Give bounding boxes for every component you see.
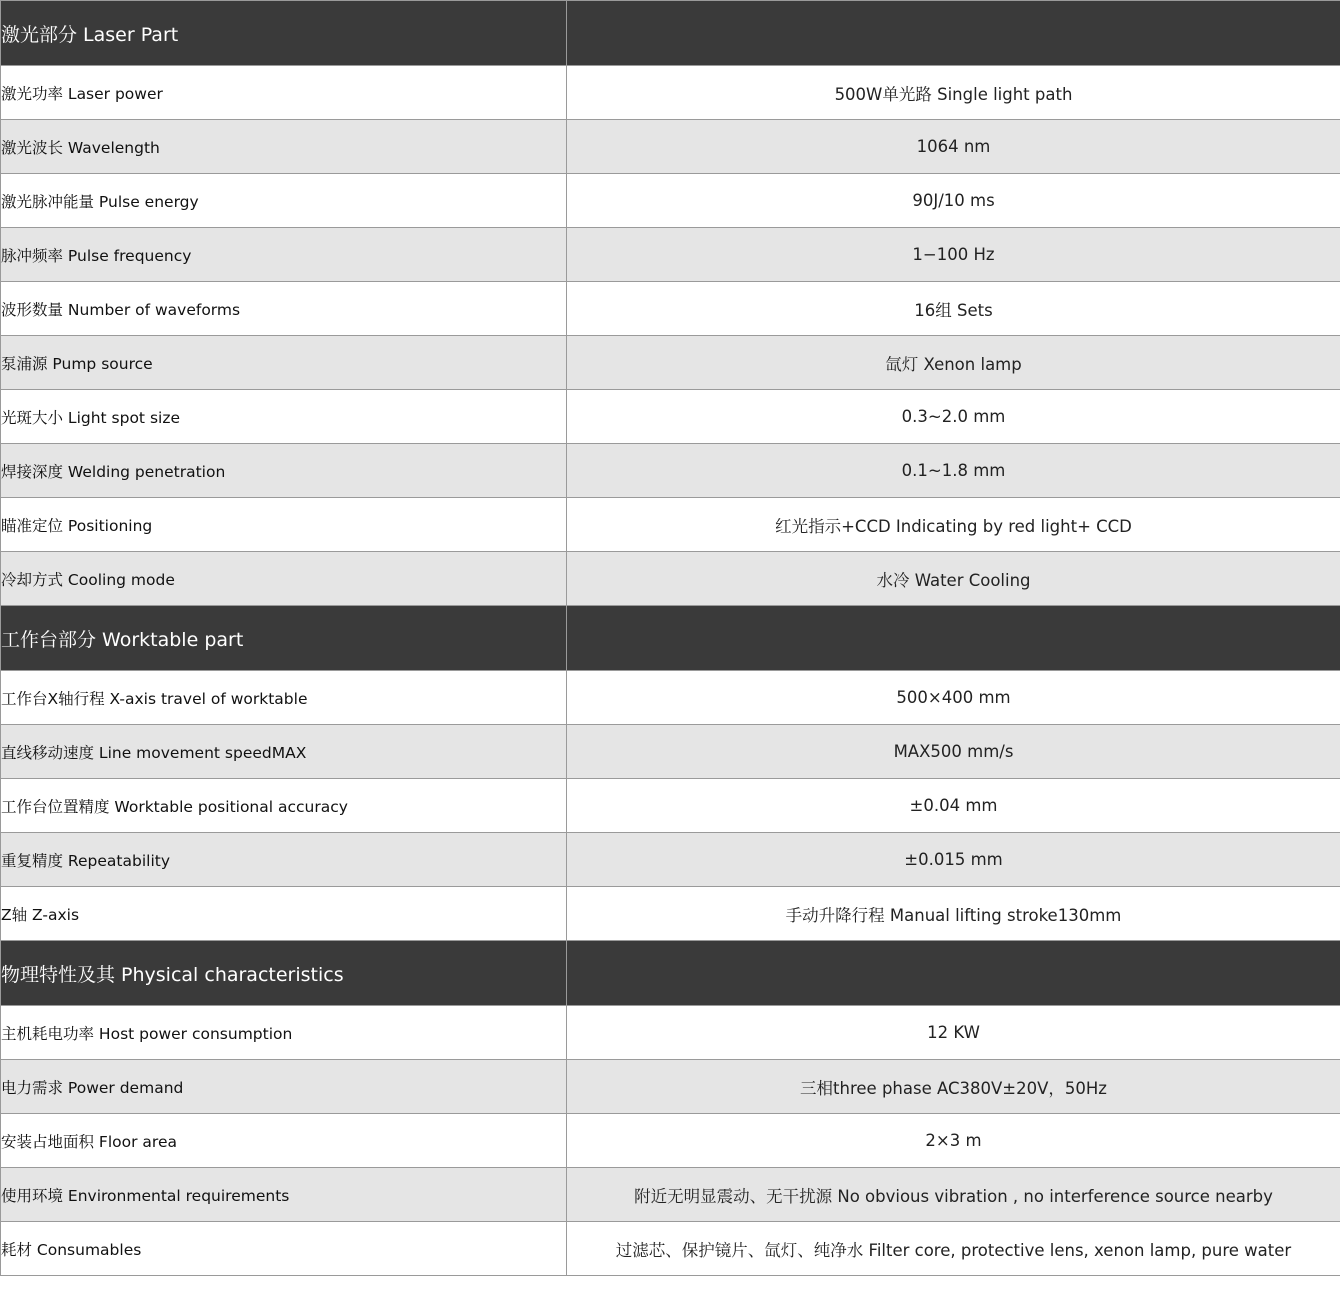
spec-label: 瞄准定位 Positioning — [1, 498, 567, 552]
section-header-empty-cell — [567, 1, 1340, 66]
spec-label: 使用环境 Environmental requirements — [1, 1168, 567, 1222]
spec-label: 重复精度 Repeatability — [1, 833, 567, 887]
section-header-empty-cell — [567, 941, 1340, 1006]
section-title: 工作台部分 Worktable part — [1, 606, 567, 671]
section-title: 物理特性及其 Physical characteristics — [1, 941, 567, 1006]
spec-label: 主机耗电功率 Host power consumption — [1, 1006, 567, 1060]
spec-value: ±0.04 mm — [567, 779, 1340, 833]
spec-row — [1, 1222, 1340, 1276]
spec-value: 三相three phase AC380V±20V，50Hz — [567, 1060, 1340, 1114]
spec-row — [1, 779, 1340, 833]
spec-label: 脉冲频率 Pulse frequency — [1, 228, 567, 282]
spec-label: 工作台位置精度 Worktable positional accuracy — [1, 779, 567, 833]
spec-row — [1, 1168, 1340, 1222]
spec-label: 工作台X轴行程 X-axis travel of worktable — [1, 671, 567, 725]
spec-value: 手动升降行程 Manual lifting stroke130mm — [567, 887, 1340, 941]
section-header-row — [1, 606, 1340, 671]
spec-value: 0.1~1.8 mm — [567, 444, 1340, 498]
spec-row — [1, 725, 1340, 779]
spec-row — [1, 887, 1340, 941]
spec-label: 激光波长 Wavelength — [1, 120, 567, 174]
spec-value: 附近无明显震动、无干扰源 No obvious vibration , no interference source nearby — [567, 1168, 1340, 1222]
spec-row — [1, 552, 1340, 606]
spec-value: 2×3 m — [567, 1114, 1340, 1168]
spec-row — [1, 228, 1340, 282]
section-header-row — [1, 941, 1340, 1006]
spec-row — [1, 444, 1340, 498]
spec-label: 安装占地面积 Floor area — [1, 1114, 567, 1168]
spec-label: 直线移动速度 Line movement speedMAX — [1, 725, 567, 779]
spec-label: 激光功率 Laser power — [1, 66, 567, 120]
spec-row — [1, 498, 1340, 552]
spec-value: 16组 Sets — [567, 282, 1340, 336]
spec-label: 波形数量 Number of waveforms — [1, 282, 567, 336]
spec-label: 冷却方式 Cooling mode — [1, 552, 567, 606]
spec-value: MAX500 mm/s — [567, 725, 1340, 779]
spec-row — [1, 833, 1340, 887]
spec-value: 1−100 Hz — [567, 228, 1340, 282]
spec-row — [1, 336, 1340, 390]
spec-value: 过滤芯、保护镜片、氙灯、纯净水 Filter core, protective lens, xenon lamp, pure water — [567, 1222, 1340, 1276]
spec-value: 红光指示+CCD Indicating by red light+ CCD — [567, 498, 1340, 552]
spec-value: 水冷 Water Cooling — [567, 552, 1340, 606]
spec-table-body — [1, 1, 1340, 1276]
spec-value: 500W单光路 Single light path — [567, 66, 1340, 120]
section-header-row — [1, 1, 1340, 66]
spec-row — [1, 120, 1340, 174]
spec-row — [1, 390, 1340, 444]
spec-label: 泵浦源 Pump source — [1, 336, 567, 390]
spec-row — [1, 66, 1340, 120]
section-header-empty-cell — [567, 606, 1340, 671]
spec-label: Z轴 Z-axis — [1, 887, 567, 941]
spec-row — [1, 282, 1340, 336]
spec-value: 0.3~2.0 mm — [567, 390, 1340, 444]
spec-value: 90J/10 ms — [567, 174, 1340, 228]
spec-value: 氙灯 Xenon lamp — [567, 336, 1340, 390]
section-title: 激光部分 Laser Part — [1, 1, 567, 66]
spec-row — [1, 1060, 1340, 1114]
spec-label: 光斑大小 Light spot size — [1, 390, 567, 444]
spec-row — [1, 174, 1340, 228]
spec-label: 耗材 Consumables — [1, 1222, 567, 1276]
spec-label: 激光脉冲能量 Pulse energy — [1, 174, 567, 228]
spec-value: 12 KW — [567, 1006, 1340, 1060]
spec-value: 1064 nm — [567, 120, 1340, 174]
spec-value: 500×400 mm — [567, 671, 1340, 725]
spec-row — [1, 1006, 1340, 1060]
spec-row — [1, 1114, 1340, 1168]
spec-label: 焊接深度 Welding penetration — [1, 444, 567, 498]
spec-row — [1, 671, 1340, 725]
spec-label: 电力需求 Power demand — [1, 1060, 567, 1114]
spec-value: ±0.015 mm — [567, 833, 1340, 887]
